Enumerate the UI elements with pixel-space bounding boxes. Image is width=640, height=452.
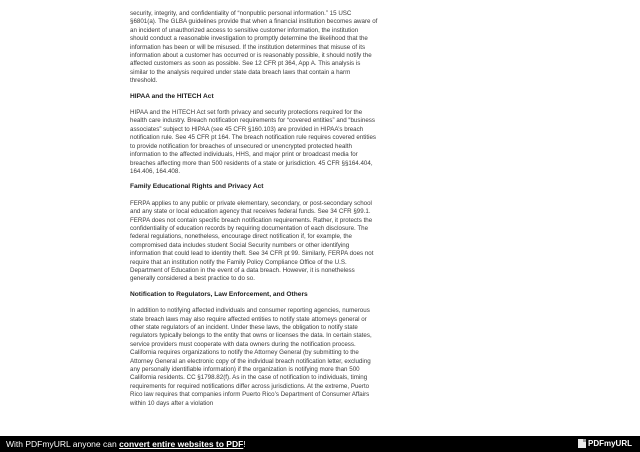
pdfmyurl-footer-bar bbox=[0, 436, 640, 452]
pdf-file-icon bbox=[578, 439, 586, 448]
heading-hipaa: HIPAA and the HITECH Act bbox=[130, 92, 214, 100]
brand-label: PDFmyURL bbox=[587, 439, 632, 448]
paragraph-hipaa: HIPAA and the HITECH Act set forth privacy and security protections required for the health care industry. Breach notification requirements for “covered entities” and “business associates” subject to HIPAA (see 45 CFR §160.103) are provided in HIPAA’s breach notification rule. See 45 CFR pt 164. The breach notification rule requires covered entities to provide notification for breaches of unsecured or unencrypted protected health information to the affected individuals, HHS, and major print or broadcast media for breaches affecting more than 500 residents of a state or jurisdiction. 45 CFR §§164.404, 164.406, 164.408. bbox=[130, 109, 377, 175]
footer-suffix: ! bbox=[243, 439, 246, 449]
paragraph-notification: In addition to notifying affected individuals and consumer reporting agencies, numerous state breach laws may also require affected entities to notify state attorneys general or other state regulators of an incident. Under these laws, the obligation to notify state regulators typically belongs to the entity that owns or licenses the data. In certain states, service providers must cooperate with data owners during the notification process. California requires organizations to notify the Attorney General (by submitting to the Attorney General an electronic copy of the individual breach notification letter, excluding any personally identifiable information) if the organization is notifying more than 500 California residents. CC §1798.82(f). As in the case of notification to individuals, timing requirements for required notifications differ across jurisdictions. At the extreme, Puerto Rico law requires that companies inform Puerto Rico’s Department of Consumer Affairs within 10 days after a violation bbox=[130, 307, 372, 407]
footer-prefix: With PDFmyURL anyone can bbox=[6, 439, 120, 449]
convert-websites-link[interactable]: convert entire websites to PDF bbox=[119, 439, 244, 449]
pdfmyurl-brand[interactable] bbox=[578, 436, 632, 452]
heading-ferpa: Family Educational Rights and Privacy Act bbox=[130, 183, 264, 191]
paragraph-ferpa: FERPA applies to any public or private elementary, secondary, or post-secondary school and any state or local education agency that receives federal funds. See 34 CFR §99.1. FERPA does not contain specific breach notification requirements. Rather, it protects the confidentiality of education records by requiring documentation of each disclosure. The federal regulations, nonetheless, encourage direct notification if, for example, the compromised data includes student Social Security numbers or other identifying information that could lead to identity theft. See 34 CFR pt 99. Similarly, FERPA does not require that an institution notify the Family Policy Compliance Office of the U.S. Department of Education in the event of a data breach. However, it is nonetheless generally considered a best practice to do so. bbox=[130, 199, 374, 283]
document-content bbox=[130, 10, 378, 415]
footer-message bbox=[6, 436, 246, 452]
heading-notification: Notification to Regulators, Law Enforcement, and Others bbox=[130, 290, 308, 298]
paragraph-glba: security, integrity, and confidentiality of “nonpublic personal information.” 15 USC §6801(a). The GLBA guidelines provide that when a financial institution becomes aware of an incident of unauthorized access to sensitive customer information, the institution should conduct a reasonable investigation to promptly determine the likelihood that the information has been or will be misused. If the institution determines that misuse of its information about a customer has occurred or is reasonably possible, it should notify the affected customers as soon as possible. See 12 CFR pt 364, App A. This analysis is similar to the analysis required under state data breach laws that contain a harm threshold. bbox=[130, 10, 378, 85]
